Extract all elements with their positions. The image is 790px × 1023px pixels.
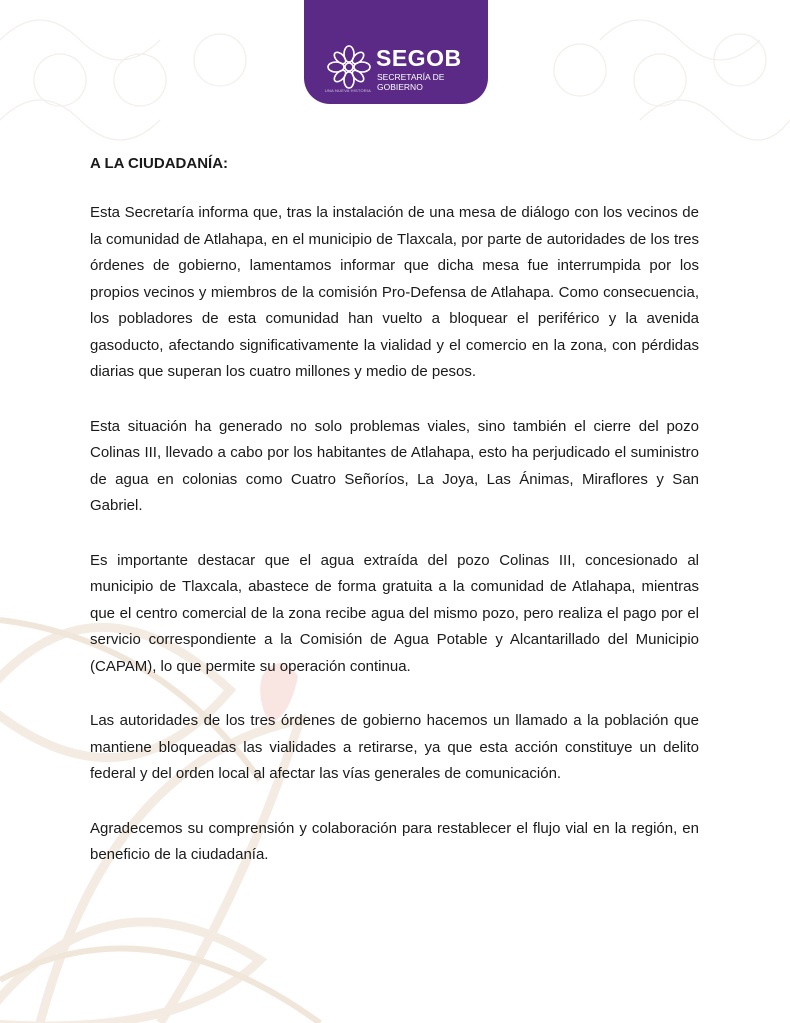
flower-logo-icon	[326, 44, 372, 90]
paragraph-3: Es importante destacar que el agua extraída del pozo Colinas III, concesionado al municipio de Tlaxcala, abastece de forma gratuita a la comunidad de Atlahapa, mientras que el centro comercial de la zona recibe agua del mismo pozo, pero realiza el pago por el servicio correspondiente a la Comisión de Agua Potable y Alcantarillado del Municipio (CAPAM), lo que permite su operación continua.	[90, 551, 699, 675]
document-title: A LA CIUDADANÍA:	[90, 155, 229, 172]
brand-subtitle-line2: GOBIERNO	[377, 82, 423, 92]
brand-name: SEGOB	[376, 45, 462, 71]
paragraph-4: Las autoridades de los tres órdenes de gobierno hacemos un llamado a la población que mantiene bloqueadas las vialidades a retirarse, ya que esta acción constituye un delito federal y del orden local al afectar las vías generales de comunicación.	[90, 712, 699, 782]
brand-subtitle-line1: SECRETARÍA DE	[377, 72, 445, 82]
paragraph-5: Agradecemos su comprensión y colaboración para restablecer el flujo vial en la región, en beneficio de la ciudadanía.	[90, 819, 699, 863]
paragraph-1: Esta Secretaría informa que, tras la instalación de una mesa de diálogo con los vecinos de la comunidad de Atlahapa, en el municipio de Tlaxcala, por parte de autoridades de los tres órdenes de gobierno, lamentamos informar que dicha mesa fue interrumpida por los propios vecinos y miembros de la comisión Pro-Defensa de Atlahapa. Como consecuencia, los pobladores de esta comunidad han vuelto a bloquear el periférico y la avenida gasoducto, afectando significativamente la vialidad y el comercio en la zona, con pérdidas diarias que superan los cuatro millones y medio de pesos.	[90, 204, 699, 380]
brand-subtitle	[377, 72, 487, 92]
logo-motto: UNA NUEVA HISTORIA	[324, 88, 372, 93]
paragraph-2: Esta situación ha generado no solo problemas viales, sino también el cierre del pozo Colinas III, llevado a cabo por los habitantes de Atlahapa, esto ha perjudicado el suministro de agua en colonias como Cuatro Señoríos, La Joya, Las Ánimas, Miraflores y San Gabriel.	[90, 417, 699, 514]
segob-header	[304, 0, 488, 104]
document-body	[90, 154, 699, 897]
